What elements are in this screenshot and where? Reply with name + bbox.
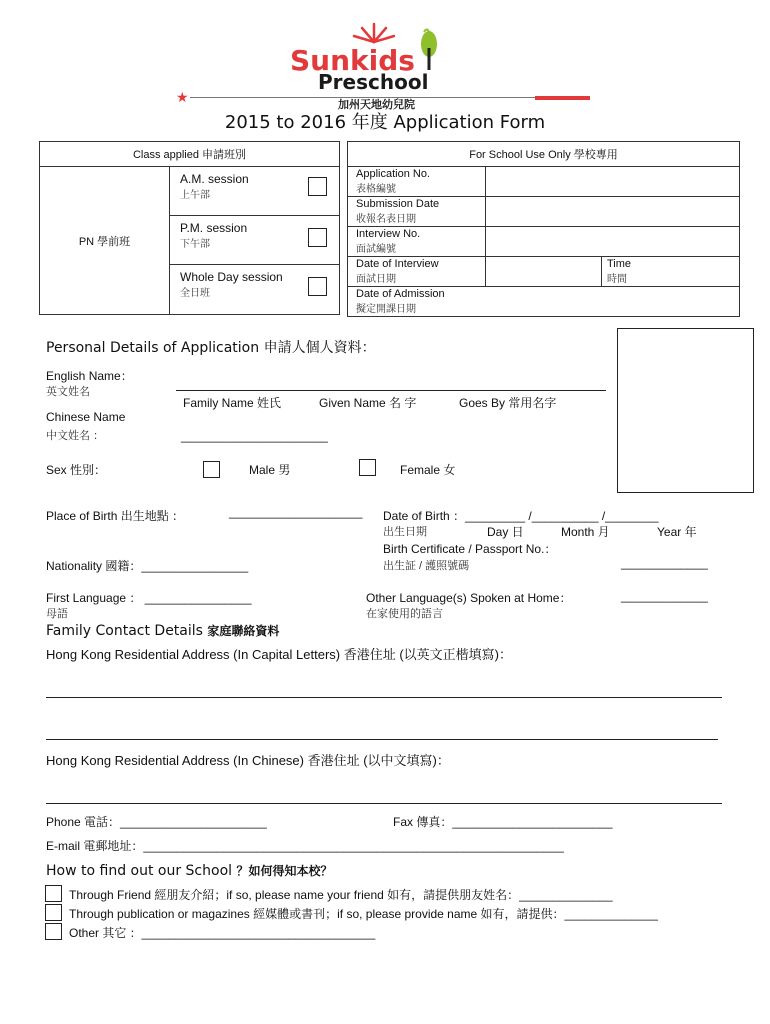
english-name-label-cn: 英文姓名 bbox=[46, 386, 90, 398]
chinese-name-label-cn: 中文姓名 ： bbox=[46, 430, 105, 442]
address-english-label: Hong Kong Residential Address (In Capital Letters) 香港住址 (以英文正楷填寫)： bbox=[46, 647, 512, 662]
interview-no-label bbox=[348, 227, 486, 257]
star-icon: ★ bbox=[176, 89, 189, 105]
interview-no-field[interactable] bbox=[486, 227, 740, 257]
date-of-admission-row[interactable] bbox=[348, 287, 740, 317]
date-of-interview-label bbox=[348, 257, 486, 287]
divider bbox=[190, 97, 535, 98]
month-label: Month 月 bbox=[561, 525, 610, 539]
time-label: Time bbox=[607, 258, 632, 270]
personal-details-heading: Personal Details of Application 申請人個人資料： bbox=[46, 340, 376, 356]
chinese-name-field[interactable]: ______________________ bbox=[181, 429, 328, 443]
other-option: Other 其它 ：___________________________________ bbox=[69, 926, 376, 940]
submission-date-text-cn: 收報名表日期 bbox=[356, 214, 416, 225]
class-name-label: PN 學前班 bbox=[78, 235, 131, 248]
find-out-heading bbox=[46, 862, 333, 879]
male-checkbox[interactable] bbox=[203, 461, 220, 478]
application-no-text: Application No. bbox=[356, 168, 430, 180]
date-of-admission-text: Date of Admission bbox=[356, 288, 445, 300]
interview-no-text-cn: 面試編號 bbox=[356, 244, 396, 255]
sex-label: Sex 性別： bbox=[46, 463, 107, 477]
session-whole-day-label-cn: 全日班 bbox=[180, 288, 210, 299]
application-no-text-cn: 表格編號 bbox=[356, 184, 396, 195]
pm-session-checkbox[interactable] bbox=[308, 228, 327, 247]
application-no-label bbox=[348, 167, 486, 197]
female-label: Female 女 bbox=[400, 463, 456, 477]
class-applied-table bbox=[39, 141, 340, 315]
chinese-name-label: Chinese Name bbox=[46, 410, 126, 424]
logo-subname: Preschool bbox=[318, 70, 429, 94]
family-contact-heading-cn: 家庭聯絡資料 bbox=[207, 624, 280, 638]
date-of-interview-field[interactable] bbox=[486, 257, 602, 287]
page-title: 2015 to 2016 年度 Application Form bbox=[224, 112, 546, 133]
am-session-checkbox[interactable] bbox=[308, 177, 327, 196]
phone-field[interactable]: Phone 電話：______________________ bbox=[46, 815, 267, 829]
find-out-heading-cn: ？如何得知本校？ bbox=[236, 864, 333, 878]
submission-date-field[interactable] bbox=[486, 197, 740, 227]
english-name-field[interactable] bbox=[176, 390, 606, 391]
dob-label-cn: 出生日期 bbox=[383, 526, 427, 538]
tree-icon bbox=[416, 26, 442, 72]
through-friend-checkbox[interactable] bbox=[45, 885, 62, 902]
english-name-label: English Name： bbox=[46, 369, 133, 383]
date-of-interview-text-cn: 面試日期 bbox=[356, 274, 396, 285]
birth-cert-field[interactable]: _____________ bbox=[621, 556, 708, 570]
date-of-interview-text: Date of Interview bbox=[356, 258, 439, 270]
class-name bbox=[40, 167, 170, 315]
application-no-field[interactable] bbox=[486, 167, 740, 197]
year-label: Year 年 bbox=[657, 525, 697, 539]
first-language-field[interactable]: First Language ： ________________ bbox=[46, 591, 252, 605]
first-language-label-cn: 母語 bbox=[46, 608, 68, 620]
divider-accent bbox=[535, 96, 590, 100]
through-publication-checkbox[interactable] bbox=[45, 904, 62, 921]
nationality-field[interactable]: Nationality 國籍：________________ bbox=[46, 559, 249, 573]
whole-day-checkbox[interactable] bbox=[308, 277, 327, 296]
other-language-label: Other Language(s) Spoken at Home： bbox=[366, 591, 572, 605]
other-language-label-cn: 在家使用的語言 bbox=[366, 608, 443, 620]
given-name-label: Given Name 名 字 bbox=[319, 396, 417, 410]
school-use-header: For School Use Only 學校專用 bbox=[348, 142, 740, 167]
logo-name: Sunkids bbox=[290, 44, 415, 77]
other-language-field[interactable]: _____________ bbox=[621, 589, 708, 603]
female-checkbox[interactable] bbox=[359, 459, 376, 476]
class-applied-header: Class applied 申請班別 bbox=[40, 142, 340, 167]
photo-box[interactable] bbox=[617, 328, 754, 493]
date-of-birth-field[interactable]: Date of Birth ：_________ /__________ /________ bbox=[383, 509, 659, 523]
goes-by-label: Goes By 常用名字 bbox=[459, 396, 557, 410]
session-pm-label: P.M. session bbox=[180, 221, 248, 235]
family-contact-heading-text: Family Contact Details bbox=[46, 623, 203, 639]
place-of-birth-label: Place of Birth 出生地點 ： bbox=[46, 509, 185, 523]
day-label: Day 日 bbox=[487, 525, 524, 539]
male-label: Male 男 bbox=[249, 463, 291, 477]
session-am-label: A.M. session bbox=[180, 172, 249, 186]
through-publication-option: Through publication or magazines 經媒體或書刊；if so, please provide name 如有，請提供：______________ bbox=[69, 907, 658, 921]
school-use-table bbox=[347, 141, 740, 317]
submission-date-label bbox=[348, 197, 486, 227]
family-name-label: Family Name 姓氏 bbox=[183, 396, 282, 410]
date-of-admission-text-cn: 擬定開課日期 bbox=[356, 304, 416, 315]
session-am-label-cn: 上午部 bbox=[180, 190, 210, 201]
birth-cert-label: Birth Certificate / Passport No.： bbox=[383, 542, 557, 556]
session-whole-day bbox=[170, 265, 339, 314]
address-chinese-label: Hong Kong Residential Address (In Chinese) 香港住址 (以中文填寫)： bbox=[46, 753, 450, 768]
session-am bbox=[170, 167, 339, 216]
time-field[interactable] bbox=[602, 257, 740, 287]
email-field[interactable]: E-mail 電郵地址：_______________________________________________________________ bbox=[46, 839, 564, 853]
other-checkbox[interactable] bbox=[45, 923, 62, 940]
birth-cert-label-cn: 出生証 / 護照號碼 bbox=[383, 560, 470, 572]
logo-chinese-name: 加州天地幼兒院 bbox=[338, 99, 415, 111]
address-english-line-2[interactable] bbox=[46, 739, 718, 740]
find-out-heading-text: How to find out our School bbox=[46, 863, 233, 879]
through-friend-option: Through Friend 經朋友介紹；if so, please name your friend 如有，請提供朋友姓名：______________ bbox=[69, 888, 613, 902]
address-english-line-1[interactable] bbox=[46, 697, 722, 698]
place-of-birth-field[interactable]: ____________________ bbox=[229, 505, 363, 519]
interview-no-text: Interview No. bbox=[356, 228, 421, 240]
session-whole-day-label: Whole Day session bbox=[180, 270, 283, 284]
session-pm bbox=[170, 216, 339, 265]
time-label-cn: 時間 bbox=[607, 274, 627, 285]
family-contact-heading bbox=[46, 622, 279, 639]
fax-field[interactable]: Fax 傳真：________________________ bbox=[393, 815, 613, 829]
submission-date-text: Submission Date bbox=[356, 198, 440, 210]
session-pm-label-cn: 下午部 bbox=[180, 239, 210, 250]
logo bbox=[288, 20, 458, 111]
address-chinese-line[interactable] bbox=[46, 803, 722, 804]
